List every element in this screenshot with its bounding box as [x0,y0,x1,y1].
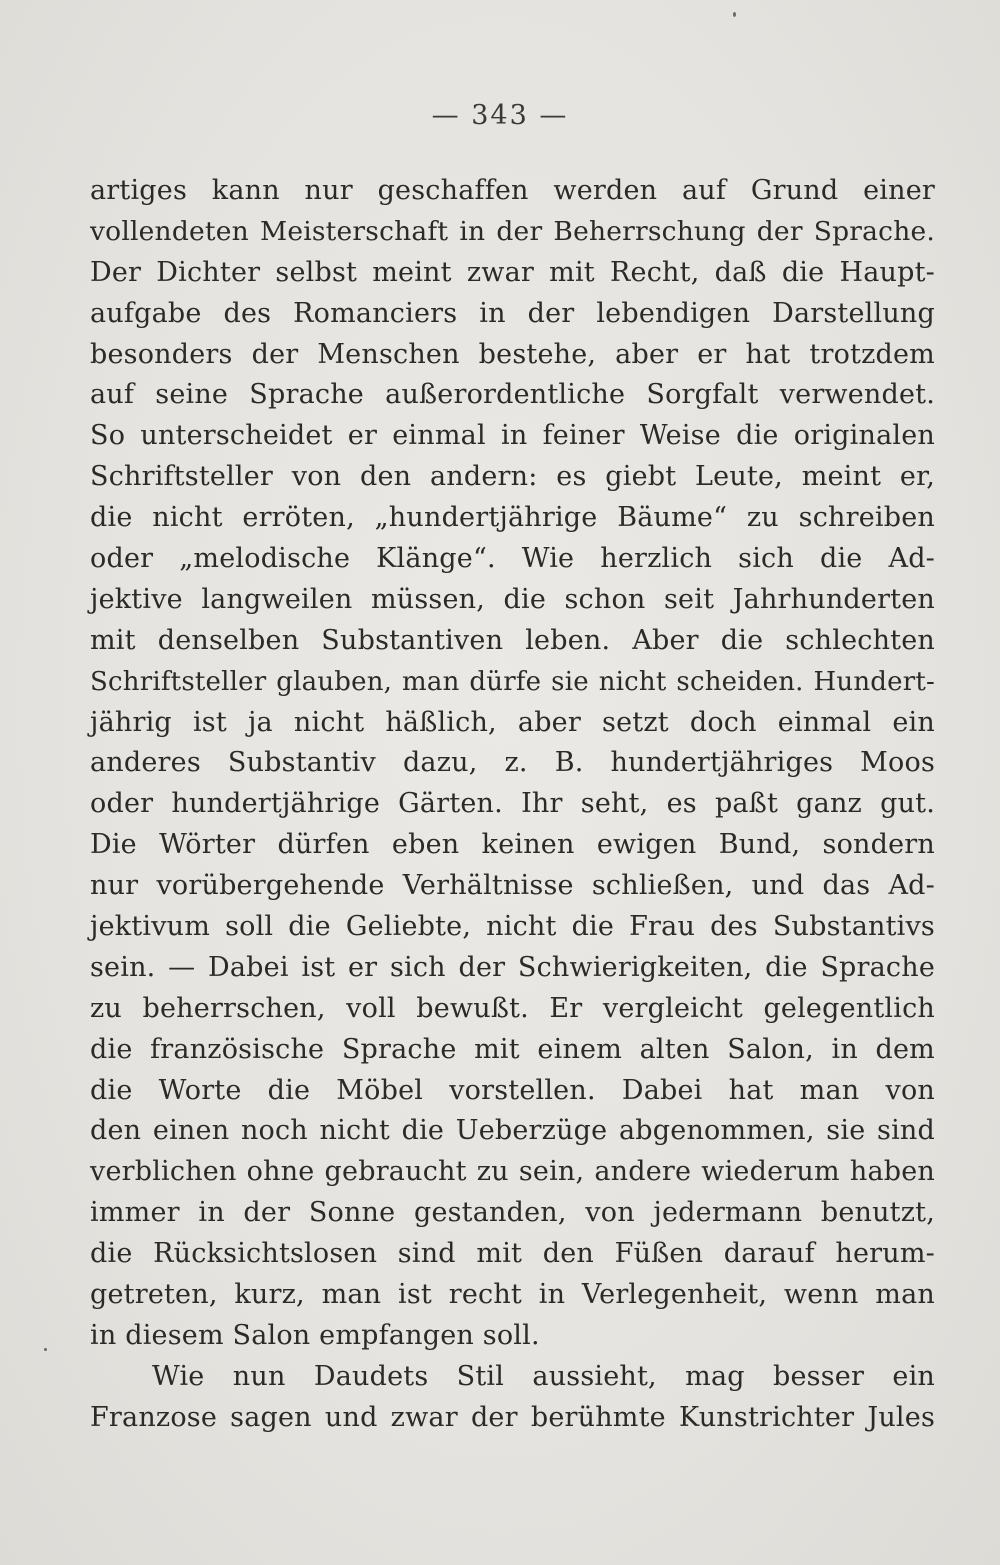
text-line: artiges kann nur geschaffen werden auf Grund einer [90,175,935,206]
text-line: mit denselben Substantiven leben. Aber die schlechten [90,624,935,656]
text-line: Die Wörter dürfen eben keinen ewigen Bund, sondern [90,829,935,861]
text-line: die Worte die Möbel vorstellen. Dabei hat man von [90,1074,935,1106]
print-speck [733,12,736,17]
text-line: jährig ist ja nicht häßlich, aber setzt doch einmal ein [90,706,935,738]
text-line: Schriftsteller glauben, man dürfe sie nicht scheiden. Hundert- [90,666,935,697]
text-line: verblichen ohne gebraucht zu sein, andere wiederum haben [90,1156,935,1188]
text-line: jektivum soll die Geliebte, nicht die Frau des Substantivs [90,911,935,943]
text-line: den einen noch nicht die Ueberzüge abgenommen, sie sind [90,1115,935,1147]
page-number: — 343 — [431,100,569,131]
text-line: die französische Sprache mit einem alten Salon, in dem [90,1033,935,1065]
text-line: jektive langweilen müssen, die schon seit Jahrhunderten [90,583,935,615]
text-line: auf seine Sprache außerordentliche Sorgfalt verwendet. [90,379,935,411]
text-line: in diesem Salon empfangen soll. [90,1319,540,1351]
body-text [90,171,935,1439]
text-line: die nicht erröten, „hundertjährige Bäume“ zu schreiben [90,502,935,534]
text-line: sein. — Dabei ist er sich der Schwierigkeiten, die Sprache [90,951,935,983]
text-line: Schriftsteller von den andern: es giebt Leute, meint er, [90,461,935,493]
text-line: getreten, kurz, man ist recht in Verlegenheit, wenn man [90,1279,935,1311]
text-line: oder „melodische Klänge“. Wie herzlich sich die Ad- [90,543,935,575]
text-line: So unterscheidet er einmal in feiner Weise die originalen [90,420,935,452]
text-line: anderes Substantiv dazu, z. B. hundertjähriges Moos [90,747,935,779]
text-line: zu beherrschen, voll bewußt. Er vergleicht gelegentlich [90,992,935,1024]
text-line: vollendeten Meisterschaft in der Beherrschung der Sprache. [90,215,935,247]
text-line: Franzose sagen und zwar der berühmte Kunstrichter Jules [90,1401,935,1433]
text-line: oder hundertjährige Gärten. Ihr seht, es paßt ganz gut. [90,788,935,820]
text-line: nur vorübergehende Verhältnisse schließen, und das Ad- [90,870,935,902]
text-line: aufgabe des Romanciers in der lebendigen Darstellung [90,297,935,329]
print-speck [44,1348,47,1351]
text-line: besonders der Menschen bestehe, aber er hat trotzdem [90,338,935,370]
text-line: die Rücksichtslosen sind mit den Füßen darauf herum- [90,1238,935,1270]
text-line: Der Dichter selbst meint zwar mit Recht, daß die Haupt- [90,256,935,288]
text-line: Wie nun Daudets Stil aussieht, mag besser ein [152,1360,935,1392]
text-line: immer in der Sonne gestanden, von jedermann benutzt, [90,1197,935,1229]
